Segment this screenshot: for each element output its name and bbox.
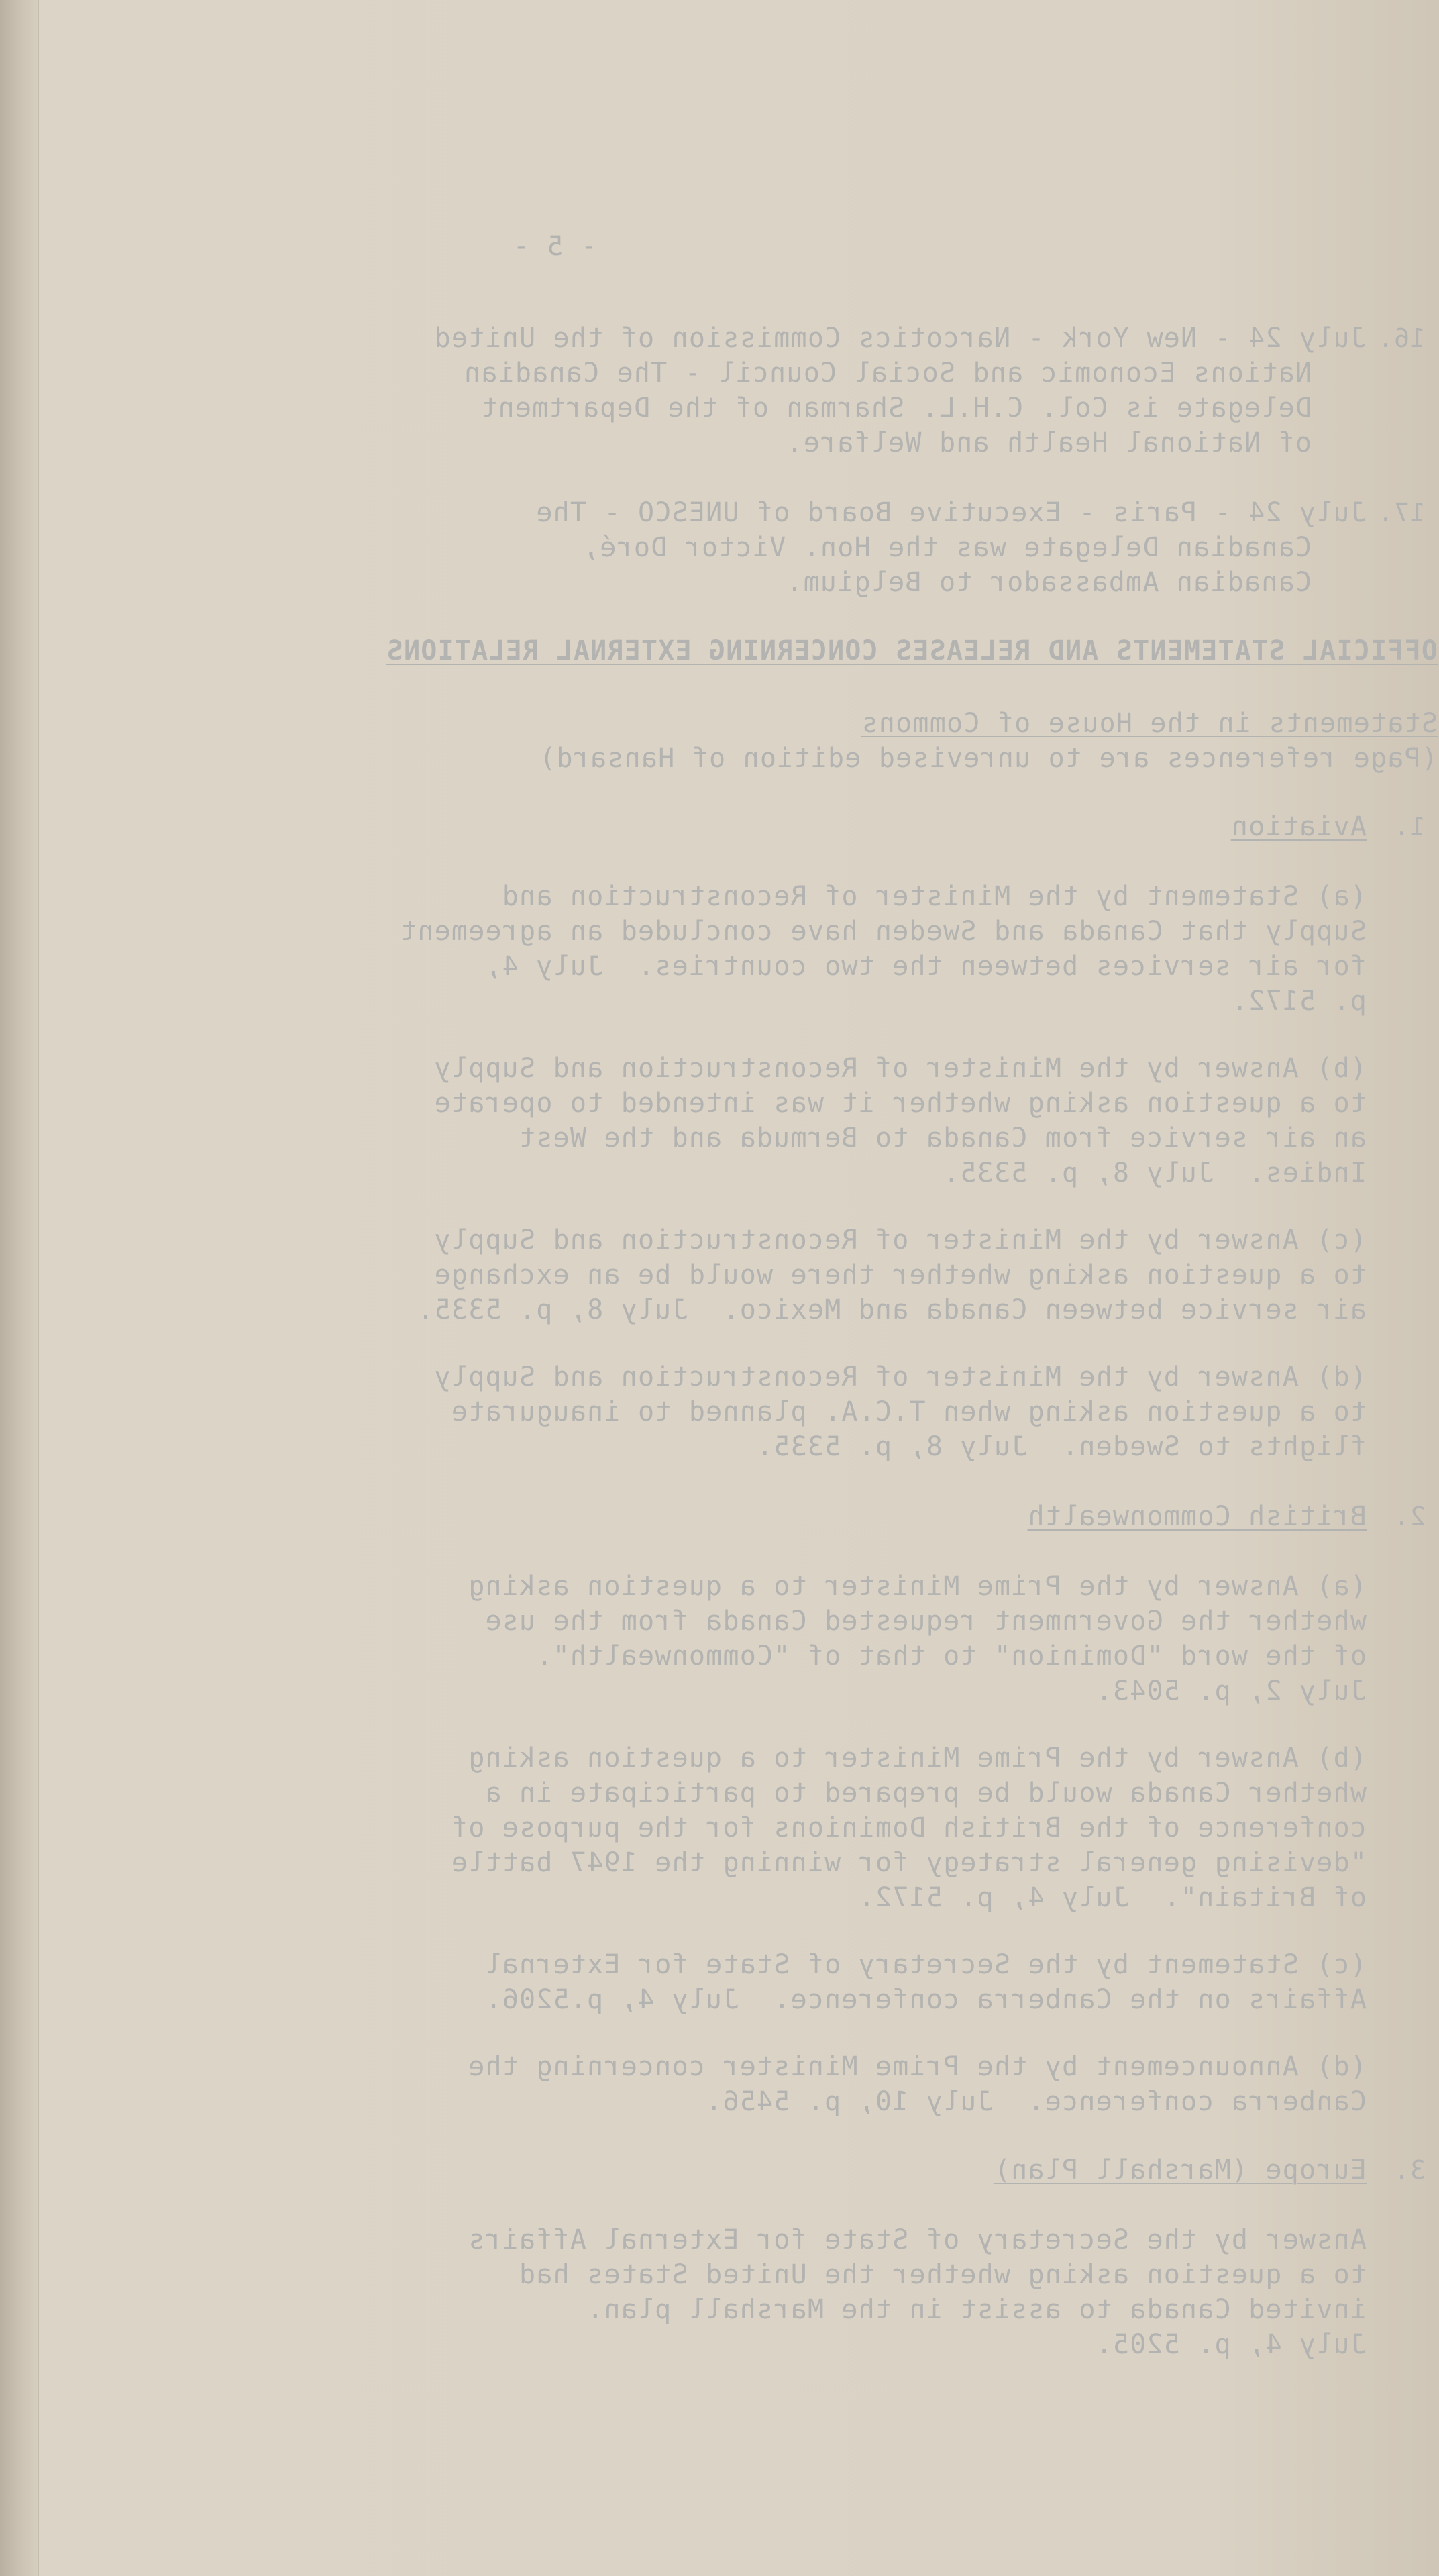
para-line: (b) Answer by the Prime Minister to a question asking: [468, 1743, 1367, 1773]
para-line: an air service from Canada to Bermuda and the West: [518, 1123, 1367, 1153]
para-line: Answer by the Secretary of State for External Affairs: [468, 2224, 1367, 2255]
section-title: Aviation: [1230, 811, 1367, 842]
para-line: Supply that Canada and Sweden have concluded an agreement: [399, 916, 1367, 947]
para-line: to a question asking whether it was intended to operate: [433, 1088, 1367, 1119]
item-number: 17.: [1377, 498, 1426, 527]
section-title: British Commonwealth: [1027, 1501, 1367, 1532]
para-line: (a) Statement by the Minister of Reconstruction and: [501, 881, 1367, 912]
section-title: Europe (Marshall Plan): [993, 2155, 1367, 2185]
item-line: July 24 - New York - Narcotics Commission of the United: [433, 323, 1367, 354]
para-line: whether Canada would be prepared to participate in a: [484, 1778, 1367, 1808]
section-number: 2.: [1393, 1502, 1426, 1531]
para-line: Canberra conference. July 10, p. 5456.: [705, 2086, 1367, 2117]
para-line: to a question asking whether there would be an exchange: [433, 1259, 1367, 1290]
section-heading: OFFICIAL STATEMENTS AND RELEASES CONCERNING EXTERNAL RELATIONS: [386, 635, 1438, 666]
para-line: whether the Government requested Canada from the use: [484, 1606, 1367, 1637]
para-line: to a question asking when T.C.A. planned to inaugurate: [450, 1396, 1367, 1427]
page-number: - 5 -: [512, 231, 597, 262]
para-line: to a question asking whether the United States had: [518, 2259, 1367, 2290]
item-line: July 24 - Paris - Executive Board of UNESCO - The: [535, 497, 1367, 528]
item-line: Canadian Delegate was the Hon. Victor Doré,: [582, 532, 1312, 563]
para-line: p. 5172.: [1230, 986, 1367, 1017]
para-line: (d) Answer by the Minister of Reconstruction and Supply: [433, 1361, 1367, 1392]
item-line: Delegate is Col. C.H.L. Sharman of the Department: [480, 393, 1312, 423]
para-line: conference of the British Dominions for the purpose of: [450, 1812, 1367, 1843]
item-number: 16.: [1377, 323, 1426, 353]
para-line: for air services between the two countries. July 4,: [484, 951, 1367, 982]
para-line: air service between Canada and Mexico. July 8, p. 5335.: [417, 1294, 1367, 1325]
item-line: Nations Economic and Social Council - The Canadian: [463, 358, 1312, 389]
para-line: "devising general strategy for winning the 1947 battle: [450, 1847, 1367, 1878]
subheading: Statements in the House of Commons: [861, 708, 1438, 739]
para-line: July 2, p. 5043.: [1095, 1676, 1367, 1706]
subheading-note: (Page references are to unrevised edition of Hansard): [539, 743, 1438, 774]
para-line: Affairs on the Canberra conference. July 4, p.5206.: [484, 1984, 1367, 2015]
para-line: (c) Statement by the Secretary of State for External: [484, 1949, 1367, 1980]
item-line: of National Health and Welfare.: [786, 427, 1312, 458]
para-line: (a) Answer by the Prime Minister to a question asking: [468, 1571, 1367, 1602]
item-line: Canadian Ambassador to Belgium.: [786, 567, 1312, 598]
para-line: of Britain". July 4, p. 5172.: [857, 1882, 1367, 1913]
section-number: 3.: [1393, 2155, 1426, 2185]
para-line: (b) Answer by the Minister of Reconstruction and Supply: [433, 1053, 1367, 1084]
para-line: of the word "Dominion" to that of "Commonwealth".: [535, 1641, 1367, 1671]
para-line: July 4, p. 5205.: [1095, 2329, 1367, 2360]
para-line: (d) Announcement by the Prime Minister concerning the: [468, 2051, 1367, 2082]
section-number: 1.: [1393, 812, 1426, 841]
para-line: invited Canada to assist in the Marshall plan.: [586, 2294, 1367, 2325]
para-line: flights to Sweden. July 8, p. 5335.: [755, 1431, 1367, 1462]
para-line: Indies. July 8, p. 5335.: [942, 1157, 1367, 1188]
para-line: (c) Answer by the Minister of Reconstruction and Supply: [433, 1225, 1367, 1255]
